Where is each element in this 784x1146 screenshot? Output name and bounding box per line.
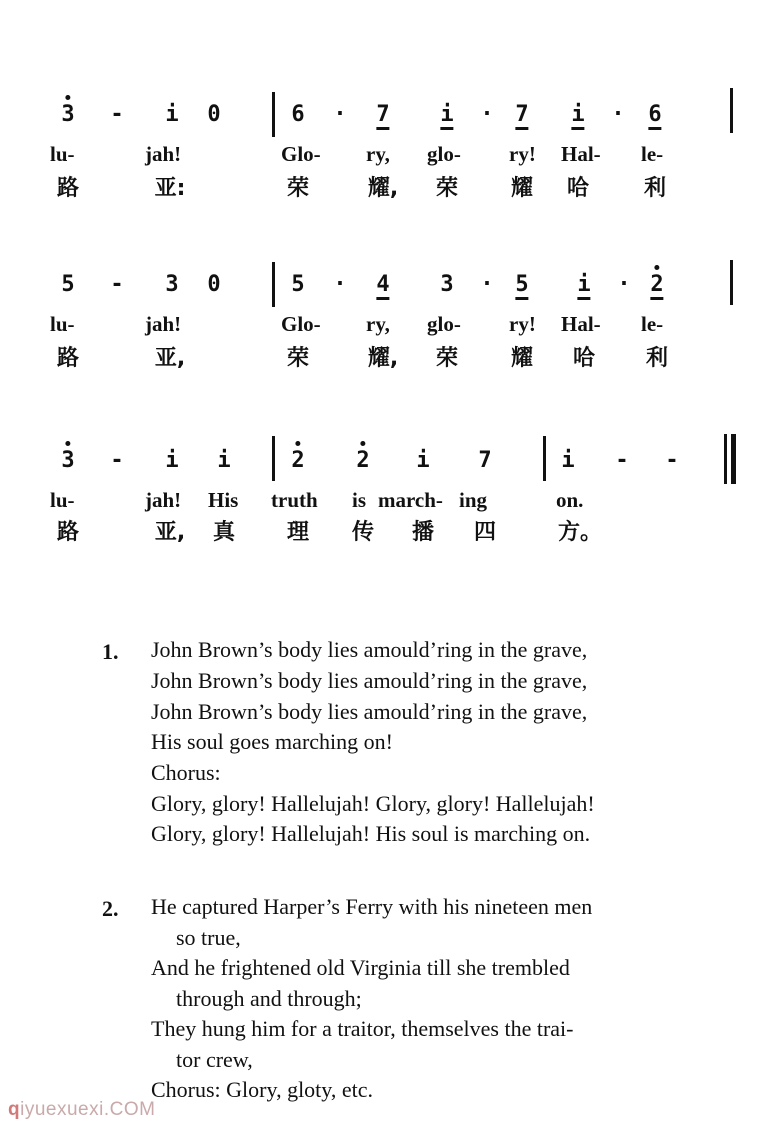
lyric-word: jah! — [145, 312, 182, 336]
note: · — [333, 272, 347, 297]
note: 3 — [61, 448, 75, 473]
lyric-word: Hal- — [561, 312, 601, 336]
note: 3 — [440, 272, 454, 297]
lyric-char: 哈 — [572, 346, 596, 371]
note: 0 — [207, 272, 221, 297]
note: 6 — [648, 104, 661, 130]
bar-line — [272, 262, 275, 307]
lyric-word: ry, — [366, 312, 390, 336]
verse-line: tor crew, — [176, 1047, 253, 1072]
bar-line — [272, 92, 275, 137]
lyrics-en-row-1 — [0, 144, 784, 178]
note: 5 — [291, 272, 305, 297]
note: i — [577, 274, 590, 300]
lyric-char: 耀, — [367, 346, 399, 371]
verse-line: John Brown’s body lies amould’ring in the grave, — [151, 668, 588, 693]
lyrics-en-row-2 — [0, 314, 784, 348]
lyric-word: le- — [641, 312, 664, 336]
site-watermark — [8, 1099, 155, 1121]
verse-line: through and through; — [176, 986, 362, 1011]
lyrics-cn-row-1 — [0, 178, 784, 212]
lyrics-cn-row-2 — [0, 348, 784, 382]
lyric-char: 耀, — [367, 176, 399, 201]
verse-line: They hung him for a traitor, themselves the trai- — [151, 1016, 574, 1041]
notes-row-2 — [0, 274, 784, 308]
bar-line — [272, 436, 275, 481]
lyric-word: His — [208, 488, 239, 512]
note: 7 — [478, 448, 492, 473]
lyric-char: 荣 — [435, 176, 459, 201]
verse-line: John Brown’s body lies amould’ring in the grave, — [151, 699, 588, 724]
note: · — [480, 272, 494, 297]
note: 5 — [61, 272, 75, 297]
lyric-word: truth — [271, 488, 318, 512]
note: - — [615, 448, 629, 473]
note: 0 — [207, 102, 221, 127]
note: - — [110, 102, 124, 127]
note: 2 — [650, 274, 663, 300]
lyric-word: jah! — [145, 142, 182, 166]
lyric-word: Glo- — [281, 142, 321, 166]
lyric-word: ry, — [366, 142, 390, 166]
verse-line: so true, — [176, 925, 241, 950]
watermark-q: q — [8, 1099, 21, 1120]
note: 3 — [61, 102, 75, 127]
lyric-char: 路 — [56, 520, 80, 545]
lyric-word: on. — [556, 488, 584, 512]
lyric-char: 四 — [473, 520, 497, 545]
lyric-word: lu- — [50, 142, 75, 166]
verse-line: He captured Harper’s Ferry with his nineteen men — [151, 894, 593, 919]
lyrics-en-row-3 — [0, 490, 784, 524]
note: 7 — [515, 104, 528, 130]
lyric-word: glo- — [427, 142, 461, 166]
verse-line: Chorus: Glory, gloty, etc. — [151, 1077, 374, 1102]
note: i — [416, 448, 430, 473]
lyric-word: lu- — [50, 488, 75, 512]
note: i — [217, 448, 231, 473]
verse-line: Chorus: — [151, 760, 221, 785]
lyric-char: 哈 — [566, 176, 590, 201]
note: i — [165, 448, 179, 473]
lyric-char: 荣 — [286, 176, 310, 201]
verse-line: Glory, glory! Hallelujah! His soul is marching on. — [151, 821, 591, 846]
lyric-char: 理 — [286, 520, 310, 545]
lyric-char: 路 — [56, 176, 80, 201]
note: 2 — [291, 448, 305, 473]
final-bar-line — [724, 434, 727, 484]
note: 7 — [376, 104, 389, 130]
notes-row-3 — [0, 450, 784, 484]
lyric-char: 利 — [645, 346, 669, 371]
lyric-word: is — [352, 488, 367, 512]
note: i — [571, 104, 584, 130]
note: i — [165, 102, 179, 127]
lyric-word: le- — [641, 142, 664, 166]
lyric-word: lu- — [50, 312, 75, 336]
lyric-char: 利 — [643, 176, 667, 201]
bar-line — [543, 436, 546, 481]
lyric-char: 方。 — [557, 520, 603, 545]
note: 6 — [291, 102, 305, 127]
note: · — [333, 102, 347, 127]
verse-number: 2. — [102, 896, 119, 921]
note: · — [480, 102, 494, 127]
verse-line: Glory, glory! Hallelujah! Glory, glory! Hallelujah! — [151, 791, 595, 816]
lyric-char: 耀 — [510, 346, 534, 371]
note: i — [561, 448, 575, 473]
lyric-word: Hal- — [561, 142, 601, 166]
note: - — [110, 448, 124, 473]
note: 4 — [376, 274, 389, 300]
note: - — [665, 448, 679, 473]
note: · — [617, 272, 631, 297]
watermark-text: iyuexuexi.COM — [20, 1099, 156, 1120]
verse-line: And he frightened old Virginia till she trembled — [151, 955, 570, 980]
lyric-word: ing — [459, 488, 488, 512]
lyric-word: Glo- — [281, 312, 321, 336]
lyrics-cn-row-3 — [0, 522, 784, 556]
note: · — [611, 102, 625, 127]
verse-number: 1. — [102, 639, 119, 664]
lyric-word: jah! — [145, 488, 182, 512]
bar-line — [730, 260, 733, 305]
note: 2 — [356, 448, 370, 473]
lyric-word: glo- — [427, 312, 461, 336]
final-bar-line — [731, 434, 736, 484]
lyric-word: ry! — [509, 312, 536, 336]
note: 3 — [165, 272, 179, 297]
lyric-char: 传 — [351, 520, 375, 545]
lyric-char: 亚: — [154, 176, 186, 201]
lyric-char: 路 — [56, 346, 80, 371]
lyric-char: 亚, — [154, 346, 186, 371]
lyric-word: march- — [378, 488, 443, 512]
lyric-char: 播 — [411, 520, 435, 545]
lyric-word: ry! — [509, 142, 536, 166]
verse-line: His soul goes marching on! — [151, 729, 393, 754]
note: - — [110, 272, 124, 297]
lyric-char: 荣 — [286, 346, 310, 371]
note: 5 — [515, 274, 528, 300]
notes-row-1 — [0, 104, 784, 138]
note: i — [440, 104, 453, 130]
bar-line — [730, 88, 733, 133]
lyric-char: 真 — [212, 520, 236, 545]
verse-line: John Brown’s body lies amould’ring in the grave, — [151, 637, 588, 662]
lyric-char: 亚, — [154, 520, 186, 545]
lyric-char: 荣 — [435, 346, 459, 371]
lyric-char: 耀 — [510, 176, 534, 201]
